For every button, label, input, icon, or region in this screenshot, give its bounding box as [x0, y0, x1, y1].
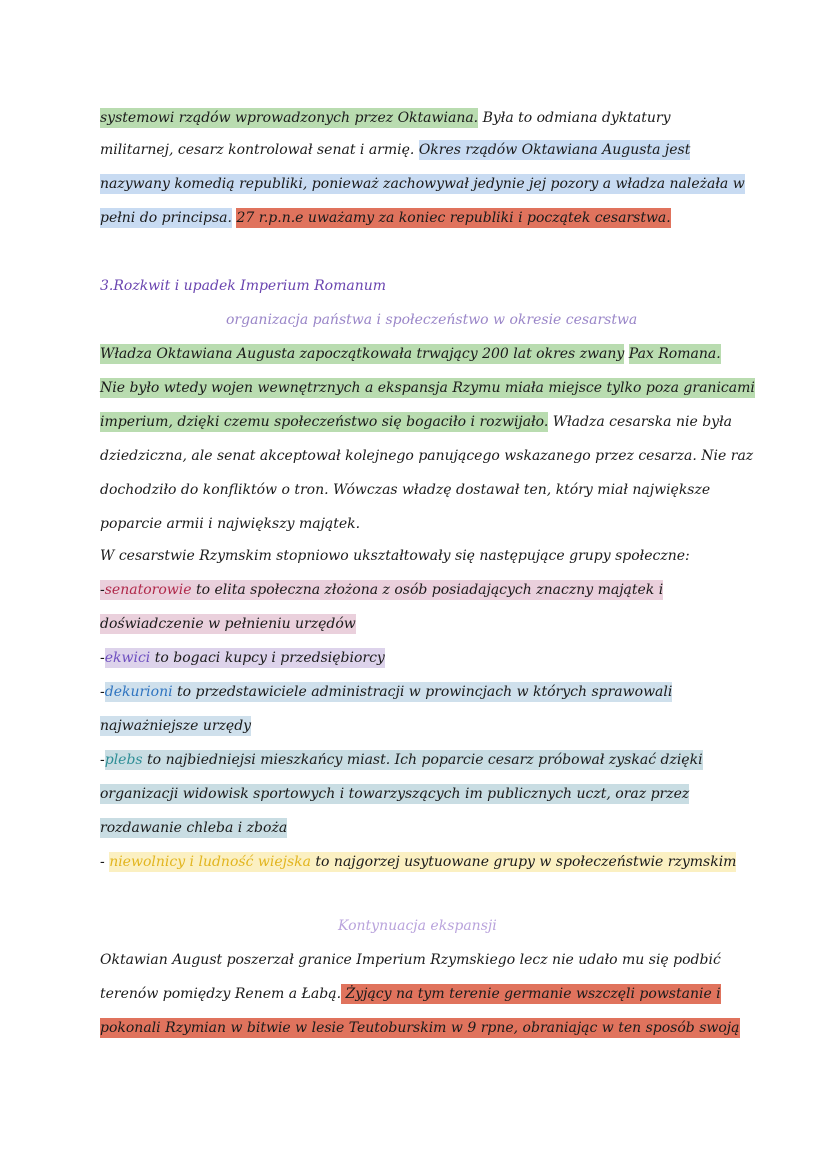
- list-dash: -: [100, 650, 105, 666]
- highlight-blue: pełni do principsa.: [100, 210, 232, 226]
- highlight-red: 27 r.p.n.e uważamy za koniec republiki i początek cesarstwa.: [236, 210, 671, 226]
- expansion-heading: Kontynuacja ekspansji: [338, 918, 497, 934]
- highlight-green: systemowi rządów wprowadzonych przez Oktawiana.: [100, 110, 479, 126]
- text-span: Władza cesarska nie była: [548, 414, 732, 430]
- list-item-continuation: [100, 782, 689, 806]
- paragraph-line: dochodziło do konfliktów o tron. Wówczas władzę dostawał ten, który miał największe: [100, 482, 711, 498]
- text-span: terenów pomiędzy Renem a Łabą.: [100, 986, 342, 1002]
- paragraph-line: [100, 982, 721, 1006]
- list-item-continuation: [100, 714, 251, 738]
- top-line-2: [100, 138, 690, 162]
- section-heading: 3.Rozkwit i upadek Imperium Romanum: [100, 278, 387, 294]
- paragraph-line: poparcie armii i największy majątek.: [100, 516, 361, 532]
- highlight-teal: organizacji widowisk sportowych i towarzyszących im publicznych uczt, oraz przez: [100, 786, 690, 802]
- text-span: to bogaci kupcy i przedsiębiorcy: [150, 650, 385, 666]
- highlight-green: Nie było wtedy wojen wewnętrznych a ekspansja Rzymu miała miejsce tylko poza granicami: [100, 380, 755, 396]
- highlight-pink: doświadczenie w pełnieniu urzędów: [100, 616, 356, 632]
- highlight-teal: [105, 750, 703, 770]
- text-span: to elita społeczna złożona z osób posiadających znaczny majątek i: [191, 582, 664, 598]
- paragraph-line: W cesarstwie Rzymskim stopniowo ukształtowały się następujące grupy społeczne:: [100, 548, 690, 564]
- term-senatorowie: senatorowie: [104, 582, 192, 598]
- top-line-1: [100, 106, 671, 130]
- list-dash: -: [100, 752, 105, 768]
- paragraph-line: [100, 342, 721, 366]
- highlight-yellow: [109, 852, 736, 872]
- paragraph-line: [100, 376, 755, 400]
- highlight-blue: nazywany komedią republiki, ponieważ zachowywał jedynie jej pozory a władza należała w: [100, 176, 745, 192]
- list-item-senatorowie: [100, 578, 663, 602]
- term-ekwici: ekwici: [104, 650, 151, 666]
- paragraph-line: Oktawian August poszerzał granice Imperium Rzymskiego lecz nie udało mu się podbić: [100, 952, 721, 968]
- highlight-light-blue: [105, 682, 673, 702]
- term-plebs: plebs: [104, 752, 143, 768]
- highlight-green: imperium, dzięki czemu społeczeństwo się bogaciło i rozwijało.: [100, 414, 549, 430]
- highlight-lavender: [105, 648, 385, 668]
- list-dash: -: [100, 582, 105, 598]
- paragraph-line: [100, 410, 732, 434]
- highlight-pink: [100, 580, 663, 600]
- highlight-light-blue: najważniejsze urzędy: [100, 718, 252, 734]
- text-span: to najbiedniejsi mieszkańcy miast. Ich poparcie cesarz próbował zyskać dzięki: [142, 752, 703, 768]
- list-item-continuation: [100, 612, 356, 636]
- term-dekurioni: dekurioni: [104, 684, 173, 700]
- term-niewolnicy: niewolnicy i ludność wiejska: [109, 854, 311, 870]
- text-span: Była to odmiana dyktatury: [478, 110, 671, 126]
- top-line-4: [100, 206, 671, 230]
- list-item-continuation: [100, 816, 287, 840]
- highlight-green: Pax Romana.: [628, 346, 721, 362]
- list-item-dekurioni: [100, 680, 672, 704]
- text-span: to przedstawiciele administracji w prowincjach w których sprawowali: [172, 684, 673, 700]
- highlight-red: pokonali Rzymian w bitwie w lesie Teutoburskim w 9 rpne, obraniając w ten sposób swoją: [100, 1020, 740, 1036]
- paragraph-line: dziedziczna, ale senat akceptował kolejnego panującego wskazanego przez cesarza. Nie raz: [100, 448, 754, 464]
- list-dash: -: [100, 854, 110, 870]
- text-span: to najgorzej usytuowane grupy w społeczeństwie rzymskim: [310, 854, 737, 870]
- highlight-red: Żyjący na tym terenie germanie wszczęli powstanie i: [341, 986, 721, 1002]
- highlight-blue: Okres rządów Oktawiana Augusta jest: [418, 142, 691, 158]
- top-line-3: [100, 172, 745, 196]
- list-dash: -: [100, 684, 105, 700]
- paragraph-line: [100, 1016, 740, 1040]
- highlight-teal: rozdawanie chleba i zboża: [100, 820, 288, 836]
- list-item-niewolnicy: [100, 850, 736, 874]
- section-subheading: organizacja państwa i społeczeństwo w okresie cesarstwa: [226, 312, 638, 328]
- text-span: militarnej, cesarz kontrolował senat i armię.: [100, 142, 419, 158]
- highlight-green: Władza Oktawiana Augusta zapoczątkowała trwający 200 lat okres zwany: [100, 346, 625, 362]
- list-item-ekwici: [100, 646, 385, 670]
- list-item-plebs: [100, 748, 703, 772]
